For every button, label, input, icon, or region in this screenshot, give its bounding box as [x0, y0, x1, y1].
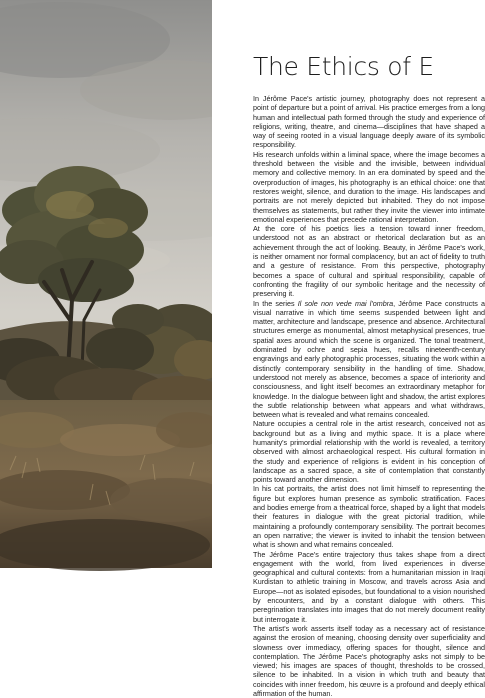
article-paragraph: The Jérôme Pace's entire trajectory thus takes shape from a direct engagement with the world, from lived experiences in diverse geographical and cultural contexts: from a humanitarian mission in Iraqi Kurdistan to athletic training in Moscow, and travels across Asia and Europe—not as isolated episodes, but foundational to a vision nourished by encounters, and by a constant dialogue with others. This peregrination translates into images that do not merely document reality but interrogate it.	[253, 549, 485, 624]
article-title: The Ethics of E	[253, 52, 434, 81]
article-paragraph: The artist's work asserts itself today as a necessary act of resistance against the erosion of meaning, choosing density over superficiality and slowness over immediacy, offering spaces for thought, silence and contemplation. The Jérôme Pace's photography asks not simply to be viewed; his images are spaces of thought, thresholds to be crossed, silence to be inhabited. In a vision in which truth and beauty that coincides with inner freedom, his œuvre is a profound and deeply ethical affirmation of the human.	[253, 623, 485, 698]
series-title: Il sole non vede mai l'ombra	[297, 298, 394, 308]
article-body	[253, 94, 485, 698]
article-page	[212, 0, 485, 698]
article-paragraph: In Jérôme Pace's artistic journey, photography does not represent a point of departure but a point of arrival. His practice emerges from a long human and intellectual path formed through the study and experience of religions, writing, theatre, and cinema—disciplines that have shaped a way of seeing rooted in a visual language deeply aware of its symbolic responsibility.	[253, 94, 485, 150]
article-paragraph: His research unfolds within a liminal space, where the image becomes a threshold between the visible and the invisible, between individual memory and collective memory. In an era dominated by speed and the overproduction of images, his photography is an ethical choice: one that restores weight, silence, and duration to the image. His landscapes and portraits are not merely depicted but inhabited. They do not impose themselves as statements, but rather they invite the viewer into intimate emotional experiences that precede rational interpretation.	[253, 149, 485, 224]
landscape-photo	[0, 0, 212, 568]
landscape-illustration	[0, 0, 212, 568]
article-paragraph: Nature occupies a central role in the artist research, conceived not as background but as a living and mythic space. It is a place where humanity's primordial relationship with the world is revealed, a territory observed with almost archaeological respect. His cultural formation in the study and experience of religions is evident in his conception of landscape as a sacred space, a site of contemplation that constantly points toward another dimension.	[253, 419, 485, 485]
article-paragraph: In the series Il sole non vede mai l'ombra, Jérôme Pace constructs a visual narrative in which time seems suspended between light and matter, architecture and landscape, presence and absence. Architectural structures emerge as monumental, almost metaphysical presences, true spatial axes around which the scene is organized. The tonal treatment, dominated by ochre and sepia hues, recalls nineteenth-century engravings and early photographic processes, situating the work within a distinctly contemporary sensibility in the handling of time. Shadow, understood not merely as absence, becomes a space of interiority and consciousness, and light itself becomes an extraordinary metaphor for knowledge. In the dialogue between light and shadow, the artist explores the subtle relationship between what appears and what withdraws, between what is revealed and what remains concealed.	[253, 298, 485, 420]
article-paragraph: In his cat portraits, the artist does not limit himself to representing the figure but explores human presence as symbolic stratification. Faces and bodies emerge from a theatrical force, shaped by a light that models their features in dialogue with the great pictorial tradition, while maintaining a profoundly contemporary sensibility. The portrait becomes an open narrative; the viewer is invited to inhabit the tension between what is shown and what remains concealed.	[253, 484, 485, 550]
article-paragraph: At the core of his poetics lies a tension toward inner freedom, understood not as an abstract or rhetorical declaration but as an achievement through the act of looking. Beauty, in Jérôme Pace's work, is neither ornament nor formal complacency, but an act of fidelity to truth and a gesture of resistance. From this perspective, photography becomes a space of cultural and spiritual responsibility, capable of confronting the fragility of our symbolic heritage and the necessity of preserving it.	[253, 224, 485, 299]
